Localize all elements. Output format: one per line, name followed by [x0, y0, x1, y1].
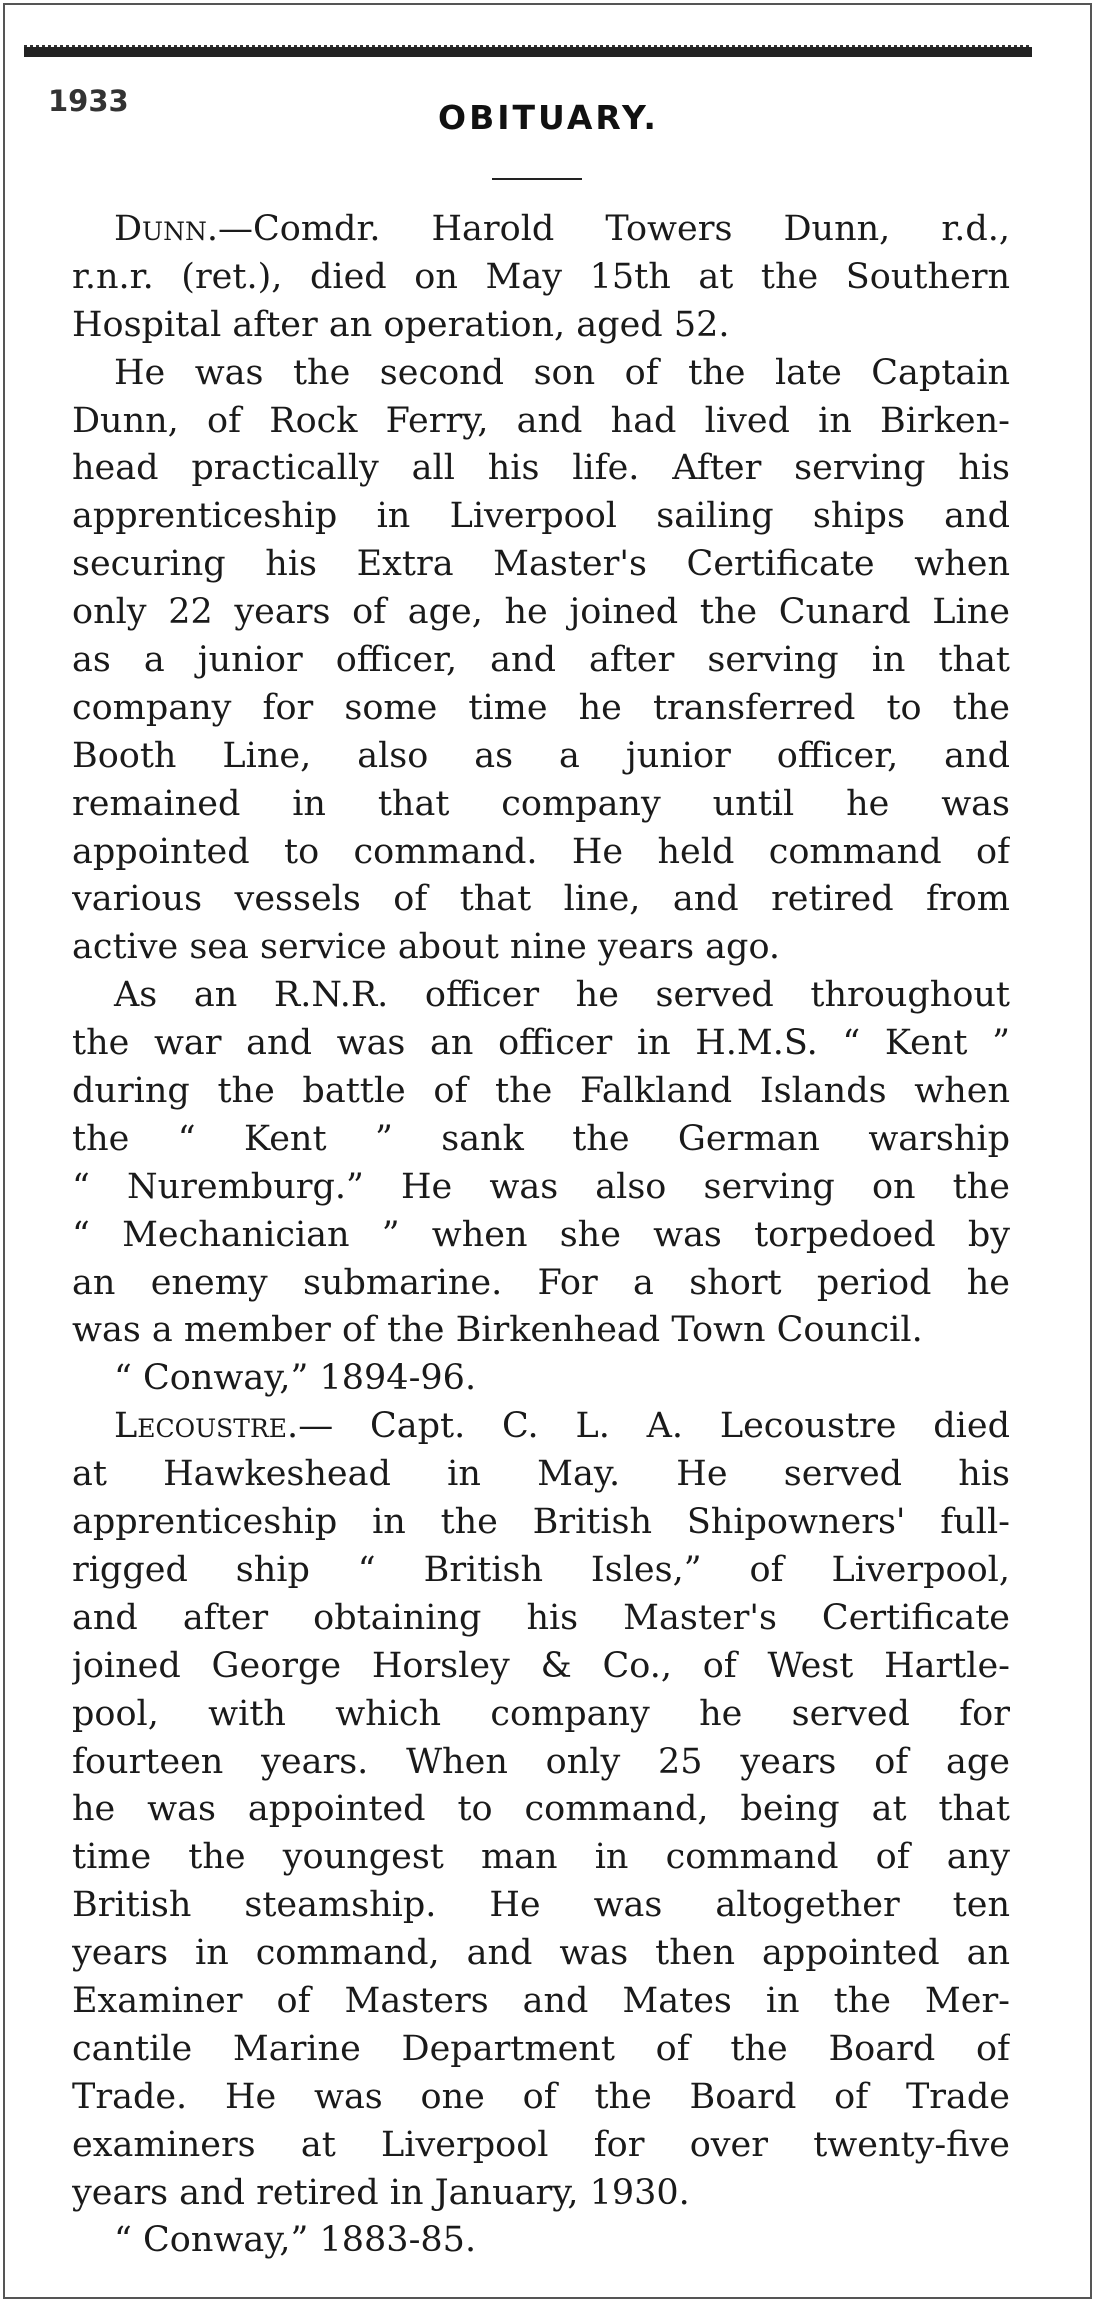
text-line: the “ Kent ” sank the German warship — [72, 1118, 1010, 1159]
text-line: British steamship. He was altogether ten — [72, 1885, 1010, 1926]
obituary-paragraph — [72, 1355, 1010, 1403]
text-line: Trade. He was one of the Board of Trade — [72, 2076, 1010, 2117]
obituary-paragraph — [72, 972, 1010, 1355]
text-line: Lecoustre.— Capt. C. L. A. Lecoustre died — [114, 1406, 1010, 1447]
text-line: remained in that company until he was — [72, 783, 1010, 824]
text-line: Examiner of Masters and Mates in the Mer- — [72, 1980, 1010, 2021]
text-line: at Hawkeshead in May. He served his — [72, 1454, 1010, 1495]
text-line: apprenticeship in Liverpool sailing ships and — [72, 496, 1010, 537]
text-line: active sea service about nine years ago. — [72, 927, 781, 968]
text-line: cantile Marine Department of the Board of — [72, 2028, 1010, 2069]
text-line: Dunn.—Comdr. Harold Towers Dunn, r.d., — [114, 209, 1010, 249]
text-line: apprenticeship in the British Shipowners' full- — [72, 1502, 1010, 1543]
title-divider — [492, 178, 582, 180]
text-line: securing his Extra Master's Certificate when — [72, 544, 1010, 585]
text-line: Dunn, of Rock Ferry, and had lived in Birken- — [72, 400, 1010, 441]
text-line: “ Conway,” 1894-96. — [114, 1358, 477, 1399]
obituary-paragraph — [72, 350, 1010, 973]
text-line: company for some time he transferred to the — [72, 687, 1010, 728]
text-line: the war and was an officer in H.M.S. “ Kent ” — [72, 1023, 1010, 1064]
page-title: OBITUARY. — [438, 98, 659, 137]
text-line: joined George Horsley & Co., of West Hartle- — [72, 1645, 1010, 1686]
text-line: examiners at Liverpool for over twenty-five — [72, 2124, 1010, 2165]
text-line: pool, with which company he served for — [72, 1693, 1010, 1734]
obituary-paragraph — [72, 2217, 1010, 2265]
text-line: various vessels of that line, and retired from — [72, 879, 1010, 920]
text-line: an enemy submarine. For a short period he — [72, 1262, 1010, 1303]
text-line: rigged ship “ British Isles,” of Liverpool, — [72, 1549, 1010, 1590]
header-rule — [24, 47, 1032, 57]
text-line: Booth Line, also as a junior officer, and — [72, 735, 1010, 776]
text-line: “ Mechanician ” when she was torpedoed by — [72, 1214, 1010, 1255]
text-line: years and retired in January, 1930. — [72, 2172, 690, 2213]
obituary-entry-lecoustre — [72, 1403, 1010, 2265]
text-line: time the youngest man in command of any — [72, 1837, 1010, 1878]
obituary-entry-dunn — [72, 206, 1010, 1403]
text-line: only 22 years of age, he joined the Cunard Line — [72, 592, 1010, 633]
text-line: r.n.r. (ret.), died on May 15th at the Southern — [72, 256, 1010, 297]
text-line: and after obtaining his Master's Certificate — [72, 1597, 1010, 1638]
text-line: was a member of the Birkenhead Town Council. — [72, 1310, 923, 1351]
text-line: he was appointed to command, being at that — [72, 1789, 1010, 1830]
year-label: 1933 — [48, 84, 129, 118]
text-line: fourteen years. When only 25 years of age — [72, 1741, 1010, 1782]
text-line: He was the second son of the late Captain — [114, 352, 1010, 393]
text-line: during the battle of the Falkland Islands when — [72, 1071, 1010, 1112]
text-line: As an R.N.R. officer he served throughout — [114, 975, 1010, 1016]
text-line: “ Conway,” 1883-85. — [114, 2220, 477, 2261]
text-line: Hospital after an operation, aged 52. — [72, 304, 730, 345]
text-line: years in command, and was then appointed an — [72, 1933, 1010, 1974]
obituary-body — [72, 206, 1010, 2265]
text-line: head practically all his life. After serving his — [72, 448, 1010, 489]
obituary-paragraph — [72, 1403, 1010, 2217]
text-line: appointed to command. He held command of — [72, 831, 1010, 872]
obituary-paragraph — [72, 206, 1010, 350]
text-line: as a junior officer, and after serving in that — [72, 640, 1010, 681]
text-line: “ Nuremburg.” He was also serving on the — [72, 1166, 1010, 1207]
